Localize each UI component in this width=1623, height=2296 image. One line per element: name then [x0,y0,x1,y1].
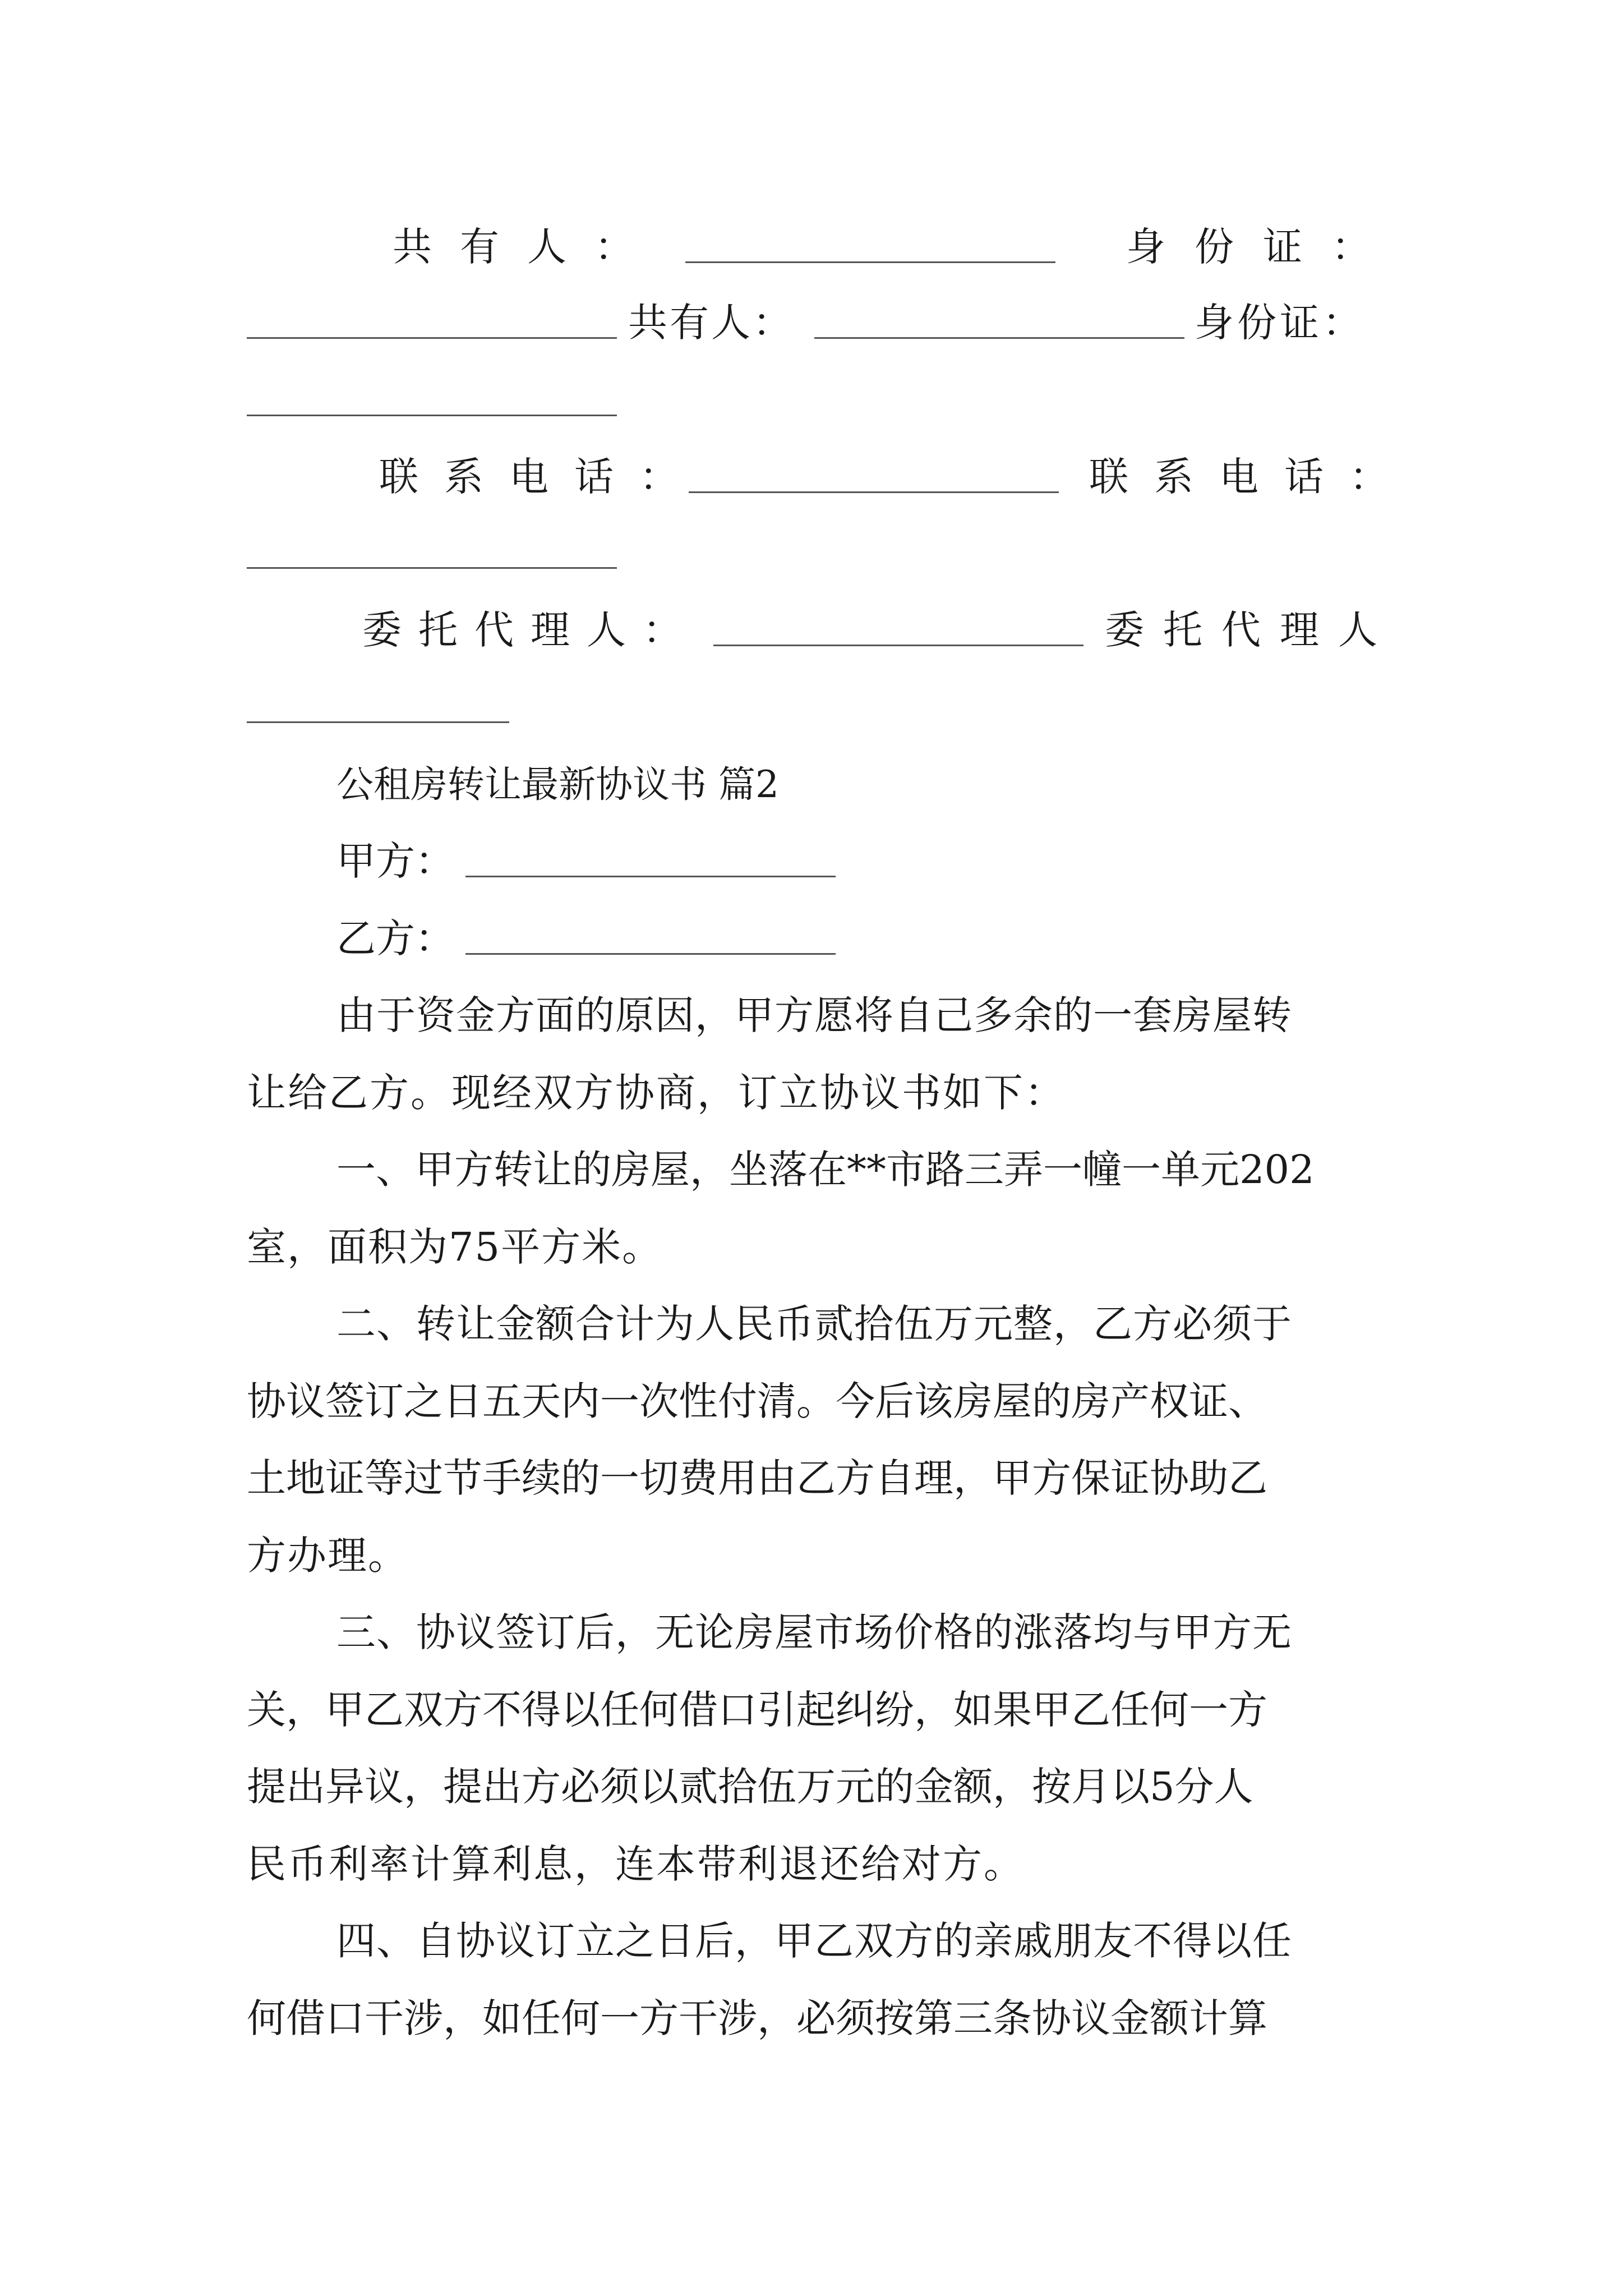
party-a-label: 甲方： [336,838,454,884]
p2-line-2 [247,1222,1391,1270]
party-b-label: 乙方： [336,915,454,961]
agent-blank[interactable] [713,642,1083,646]
body-text: 四、自协议订立之日后，甲乙双方的亲戚朋友不得以任 [336,1918,1292,1964]
phone-blank-row [247,527,1391,572]
co-owner-label-2: 共有人： [628,300,794,346]
phone-row [247,452,1414,500]
p5-line-1 [336,1916,1391,1964]
party-b-blank[interactable] [465,951,836,955]
body-text: 三、协议签订后，无论房屋市场价格的涨落均与甲方无 [336,1609,1292,1655]
p4-line-2 [247,1685,1391,1733]
p3-line-1 [336,1299,1391,1347]
p4-line-1 [336,1607,1391,1655]
body-text: 让给乙方。现经双方协商，订立协议书如下： [247,1070,1066,1116]
body-text: 方办理。 [247,1533,408,1579]
id-blank-2[interactable] [247,412,617,416]
id-label-2: 身份证： [1195,300,1365,346]
section-title-row [247,758,1391,806]
party-b-row [247,913,1391,961]
phone-blank-2[interactable] [247,565,617,569]
body-text: 关，甲乙双方不得以任何借口引起纠纷，如果甲乙任何一方 [247,1687,1267,1733]
id-blank[interactable] [247,335,617,339]
co-owner-blank-2[interactable] [814,335,1184,339]
body-text: 何借口干涉，如任何一方干涉，必须按第三条协议金额计算 [247,1995,1267,2041]
id-label: 身份证： [1126,224,1400,270]
party-a-blank[interactable] [465,873,836,877]
phone-blank[interactable] [689,489,1059,493]
p3-line-2 [247,1376,1402,1424]
body-text: 二、转让金额合计为人民币贰拾伍万元整，乙方必须于 [336,1301,1292,1347]
co-owner-blank[interactable] [685,259,1055,263]
body-text: 土地证等过节手续的一切费用由乙方自理，甲方保证协助乙 [247,1455,1267,1501]
id-blank-row [247,375,1391,420]
p3-line-4 [247,1530,1391,1579]
p4-line-4 [247,1839,1391,1887]
agent-blank-2[interactable] [247,719,509,723]
p1-line-1 [336,990,1391,1038]
p2-line-1 [336,1144,1391,1193]
agent-row [247,605,1396,653]
phone-label: 联系电话： [379,454,704,500]
agent-label-2: 委托代理人 [1105,607,1396,653]
p3-line-3 [247,1453,1391,1501]
co-owner-label: 共有人： [393,224,662,270]
party-a-row [247,836,1391,884]
section-title: 公租房转让最新协议书 篇2 [336,763,779,806]
phone-label-2: 联系电话： [1089,454,1414,500]
agent-label: 委托代理人： [362,607,699,653]
body-text: 协议签订之日五天内一次性付清。今后该房屋的房产权证、 [247,1378,1267,1424]
body-text: 一、甲方转让的房屋，坐落在**市路三弄一幢一单元202 [336,1147,1315,1193]
p1-line-2 [247,1068,1391,1116]
p4-line-3 [247,1761,1391,1810]
co-owner-row-2 [247,297,1391,346]
body-text: 民币利率计算利息，连本带利退还给对方。 [247,1841,1025,1887]
co-owner-row [247,222,1400,270]
body-text: 由于资金方面的原因，甲方愿将自己多余的一套房屋转 [336,992,1292,1038]
body-text: 室，面积为75平方米。 [247,1224,663,1270]
p5-line-2 [247,1993,1391,2041]
body-text: 提出异议，提出方必须以贰拾伍万元的金额，按月以5分人 [247,1764,1253,1810]
agent-blank-row [247,682,1391,726]
